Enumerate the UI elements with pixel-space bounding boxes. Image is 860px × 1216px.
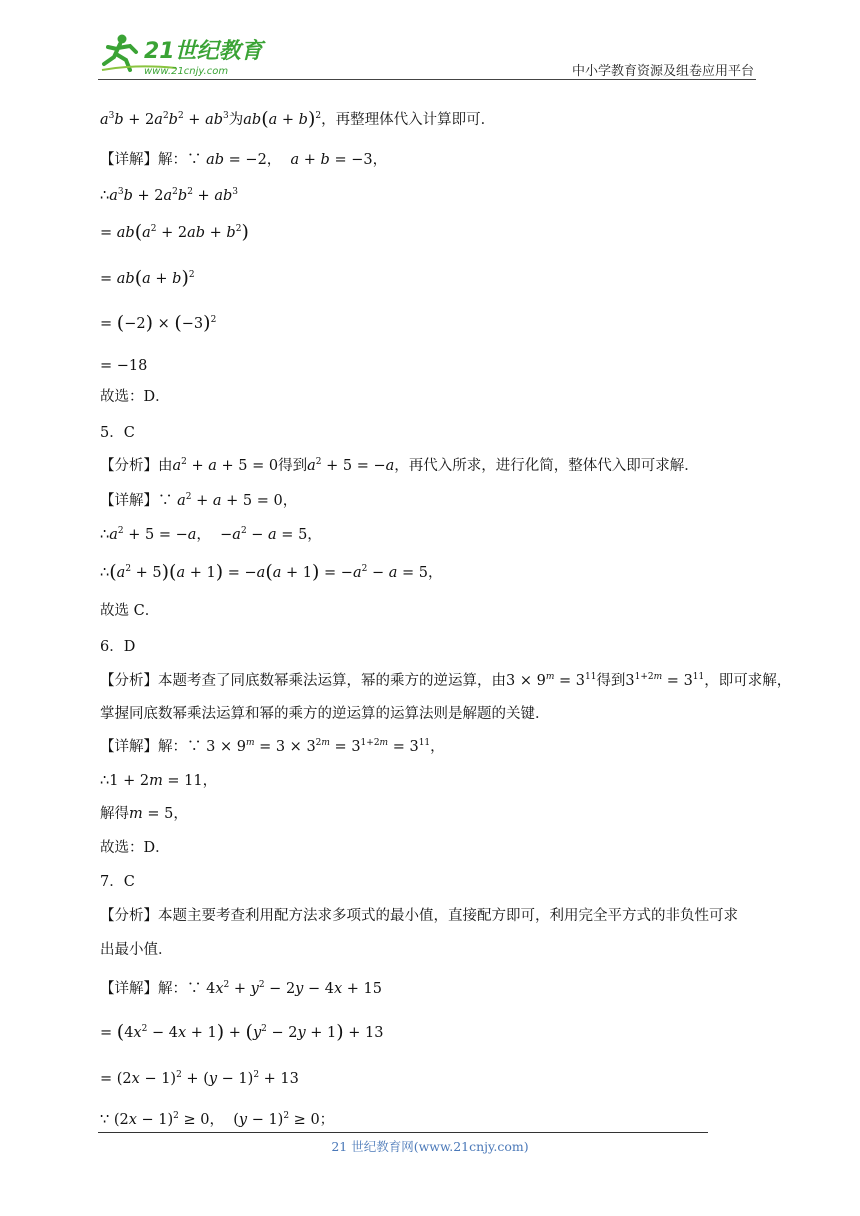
line-27: = $(2x - 1)^2 + (y - 1)^2 + 13$	[100, 1070, 299, 1087]
line-11: 【详解】∵ $a^2 + a + 5 = 0$，	[100, 492, 298, 509]
line-10: 【分析】由$a^2 + a + 5 = 0$得到$a^2 + 5 = -a$，再代入所求，进行化简，整体代入即可求解．	[100, 457, 699, 474]
question-7-answer: 7．C	[100, 874, 135, 890]
line-23: 【分析】本题主要考查利用配方法求多项式的最小值，直接配方即可，利用完全平方式的非负性可求	[100, 908, 738, 924]
line-2: 【详解】解：∵ ab = −2， a + b = −3，	[100, 152, 388, 168]
line-19: ∴1 + 2m = 11，	[100, 773, 218, 789]
line-21: 故选：D．	[100, 840, 170, 856]
line-12: $\therefore a^2 + 5 = -a$， $-a^2 - a = 5$，	[100, 526, 322, 543]
question-6-answer: 6．D	[100, 639, 136, 655]
line-16: 【分析】本题考查了同底数幂乘法运算，幂的乘方的逆运算，由$3 \times 9^m = 3^{11}$得到$3^{1+2m} = 3^{11}$，即可求解，	[100, 672, 792, 689]
svg-text:21世纪教育: 21世纪教育	[144, 39, 263, 64]
line-1: $a^3b + 2a^2b^2 + ab^3$为$ab(a + b)^2$，再整理体代入计算即可．	[100, 108, 496, 130]
question-5-answer: 5．C	[100, 425, 135, 441]
line-8: 故选：D．	[100, 389, 170, 405]
line-7: = −18	[100, 358, 148, 374]
footer-text: 21 世纪教育网(www.21cnjy.com)	[331, 1139, 529, 1154]
line-4: = $ab(a^2 + 2ab + b^2)$	[100, 221, 249, 243]
header-tagline: 中小学教育资源及组卷应用平台	[571, 64, 754, 79]
line-26: = $(4x^2 - 4x + 1) + (y^2 - 2y + 1) + 13$	[100, 1021, 384, 1043]
line-28: ∵ $(2x - 1)^2 \ge 0$， $(y - 1)^2 \ge 0$；	[100, 1111, 335, 1128]
line-24: 出最小值．	[100, 942, 173, 958]
line-17: 掌握同底数幂乘法运算和幂的乘方的逆运算的运算法则是解题的关键．	[100, 706, 550, 722]
footer-divider	[98, 1132, 708, 1133]
line-5: = $ab(a + b)^2$	[100, 267, 195, 289]
page-header	[0, 0, 860, 84]
line-18: 【详解】解：∵ $3 \times 9^m = 3 \times 3^{2m} = 3^{1+2m} = 3^{11}$，	[100, 738, 445, 755]
header-divider	[98, 79, 756, 80]
line-20: 解得m = 5，	[100, 806, 188, 822]
line-14: 故选 C．	[100, 603, 160, 619]
svg-text:www.21cnjy.com: www.21cnjy.com	[144, 66, 229, 77]
line-25: 【详解】解：∵ $4x^2 + y^2 - 2y - 4x + 15$	[100, 980, 382, 997]
logo	[96, 30, 266, 78]
line-6: = $(-2) \times (-3)^2$	[100, 312, 217, 334]
line-13: $\therefore(a^2 + 5)(a + 1) = -a(a + 1) = -a^2 - a = 5$，	[100, 561, 443, 583]
line-3: $\therefore a^3b + 2a^2b^2 + ab^3$	[100, 187, 238, 204]
